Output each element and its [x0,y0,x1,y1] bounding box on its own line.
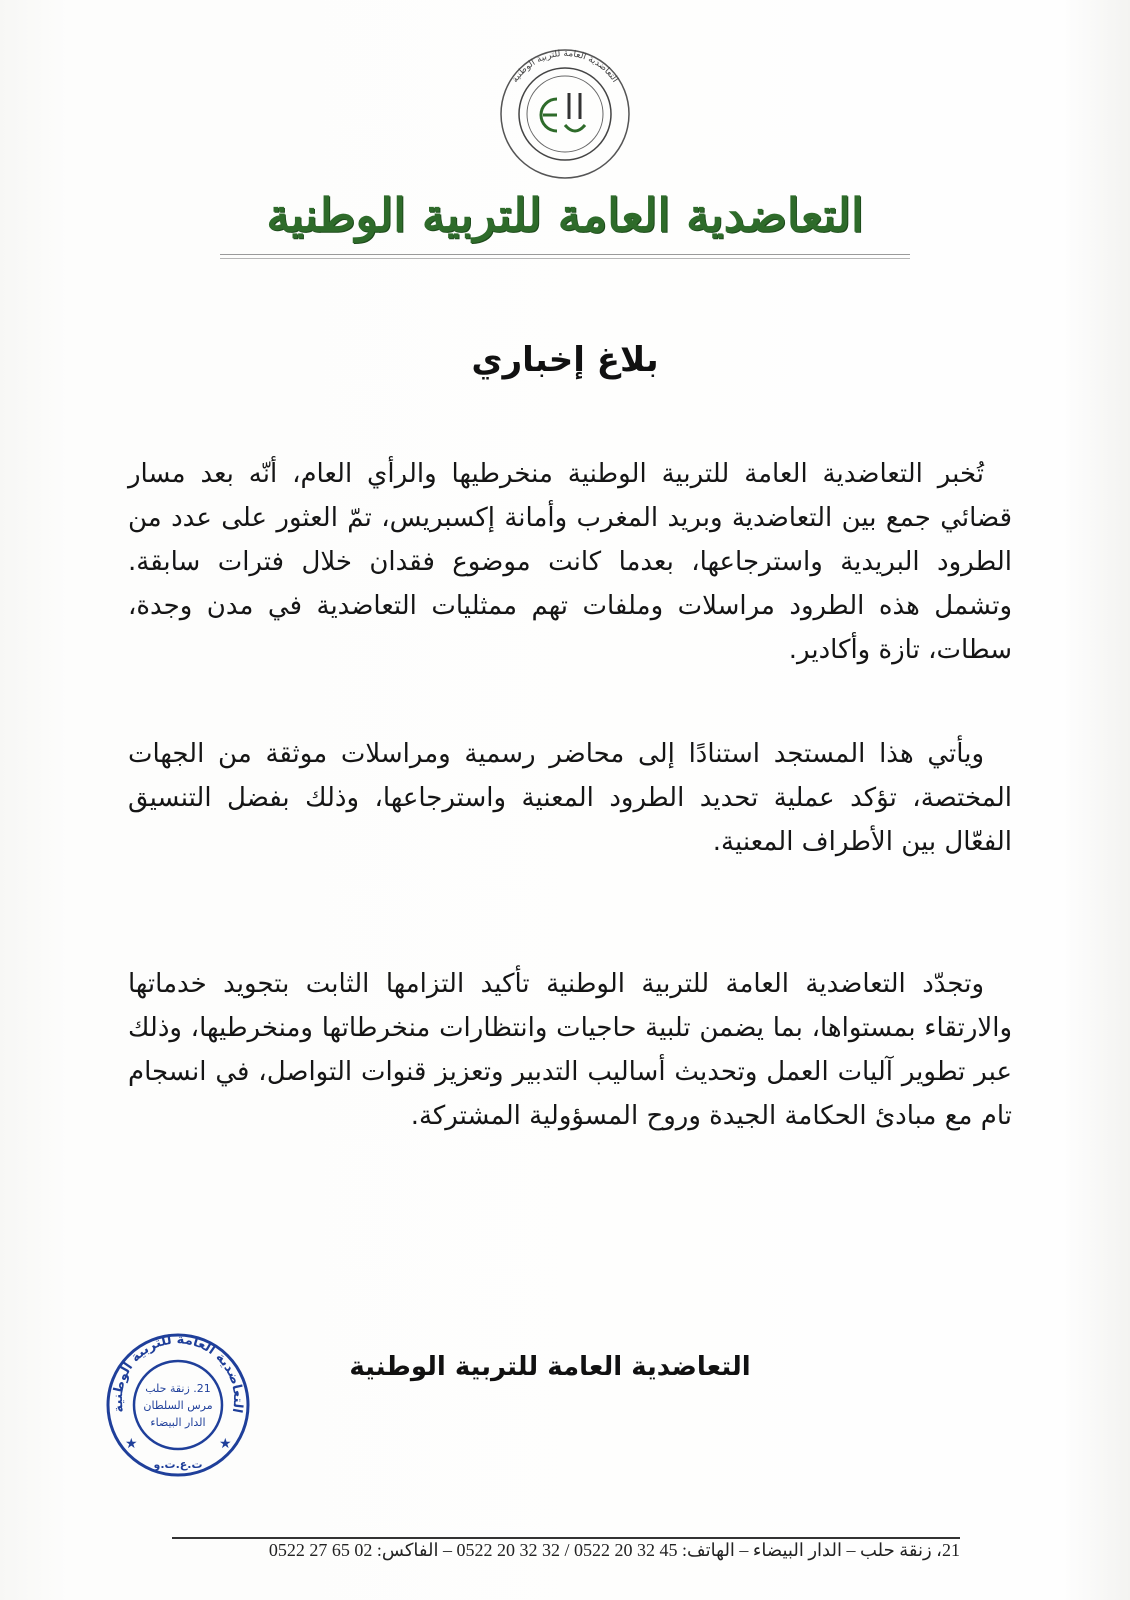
document-title: بلاغ إخباري [471,340,659,380]
organization-logo-icon [485,47,645,182]
stamp-line-2: مرس السلطان [143,1399,213,1412]
header-divider [220,254,910,255]
paragraph-1 [128,452,1012,672]
signature-organization-name: التعاضدية العامة للتربية الوطنية [349,1352,751,1382]
stamp-ring-text: التعاضدية العامة للتربية الوطنية [110,1332,246,1415]
paragraph-3 [128,962,1012,1138]
stamp-star-icon: ★ [125,1436,138,1452]
stamp-star-icon: ★ [219,1436,232,1452]
paragraph-text: تُخبر التعاضدية العامة للتربية الوطنية منخرطيها والرأي العام، أنّه بعد مسار قضائي جمع بين التعاضدية وبريد المغرب وأمانة إكسبريس، تمّ العثور على عدد من الطرود البريدية واسترجاعها، بعدما كانت موضوع فقدان خلال فترات سابقة. وتشمل هذه الطرود مراسلات وملفات تهم ممثليات التعاضدية في مدن وجدة، سطات، تازة وأكادير. [128,459,1012,665]
paragraph-text: وتجدّد التعاضدية العامة للتربية الوطنية تأكيد التزامها الثابت بتجويد خدماتها والارتقاء بمستواها، بما يضمن تلبية حاجيات وانتظارات منخرطاتها ومنخرطيها، وذلك عبر تطوير آليات العمل وتحديث أساليب التدبير وتعزيز قنوات التواصل، في انسجام تام مع مبادئ الحكامة الجيدة وروح المسؤولية المشتركة. [128,969,1012,1131]
footer-divider [172,1537,960,1539]
logo-ring-text: التعاضدية العامة للتربية الوطنية [510,48,620,85]
paragraph-2 [128,732,1012,864]
paragraph-text: ويأتي هذا المستجد استنادًا إلى محاضر رسمية ومراسلات موثقة من الجهات المختصة، تؤكد عملية تحديد الطرود المعنية واسترجاعها، وذلك بفضل التنسيق الفعّال بين الأطراف المعنية. [128,739,1012,857]
stamp-bottom-text: ت.ع.ت.و [153,1458,203,1471]
svg-text:التعاضدية العامة للتربية الوطن [510,49,619,85]
header-divider-secondary [220,258,910,259]
footer-contact-info: 21، زنقة حلب – الدار البيضاء – الهاتف: 45 32 20 0522 / 32 32 20 0522 – الفاكس: 02 65 27 0522 [268,1540,960,1560]
stamp-line-1: 21. زنقة حلب [145,1382,211,1395]
official-stamp-icon [103,1330,253,1480]
stamp-line-3: الدار البيضاء [150,1416,206,1429]
organization-name-header: التعاضدية العامة للتربية الوطنية [266,188,864,242]
